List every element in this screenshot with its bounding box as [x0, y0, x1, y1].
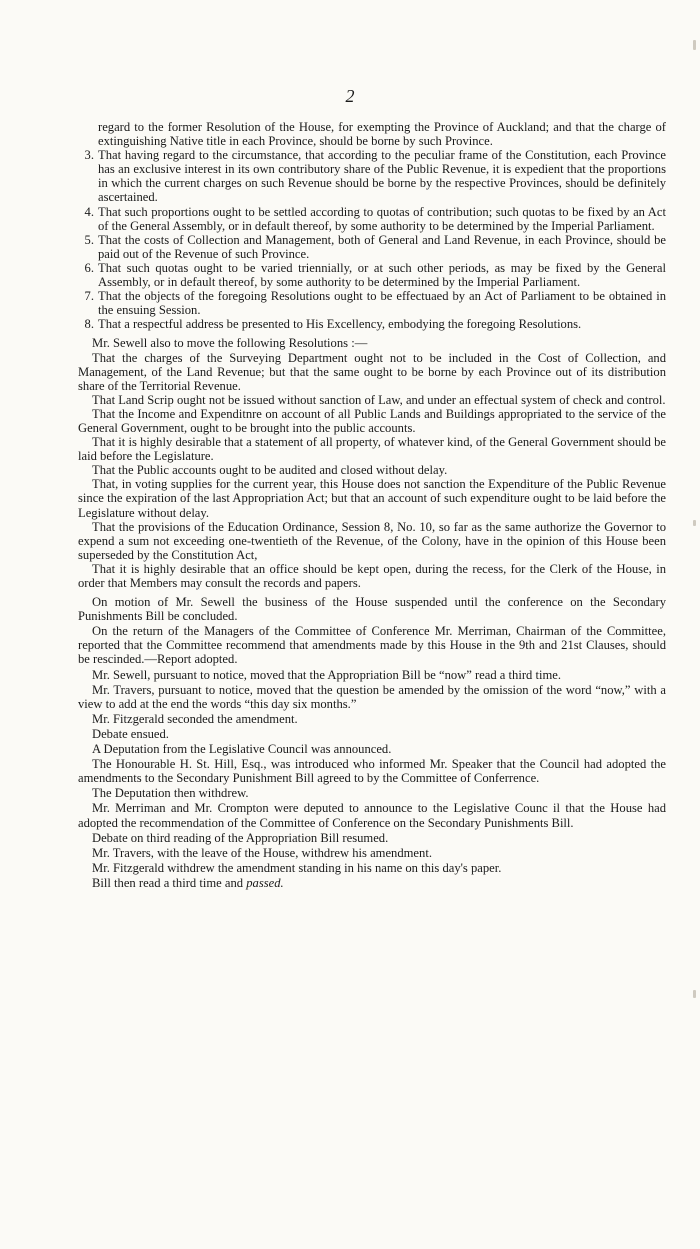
further-resolution: That the Income and Expenditnre on account of all Public Lands and Buildings appropriated to the service of the General Government, ought to be brought into the public accounts.: [78, 406, 666, 435]
resolution-item: [78, 261, 666, 289]
final-line-italic: passed.: [246, 875, 284, 890]
resolution-text: That such quotas ought to be varied triennially, or at such other periods, as may be fixed by the General Assembly, or in default thereof, by some authority to be determined by the Imperial Parliament.: [98, 260, 666, 290]
final-line: [78, 876, 666, 890]
proceeding-paragraph: Mr. Travers, with the leave of the House, withdrew his amendment.: [92, 845, 432, 860]
resolution-item: [78, 233, 666, 261]
proceeding-paragraph: On motion of Mr. Sewell the business of the House suspended until the conference on the Secondary Punishments Bill be concluded.: [78, 595, 666, 624]
proceeding-paragraph: Debate ensued.: [92, 726, 169, 741]
resolution-number: 7.: [84, 289, 94, 304]
document-body: [78, 120, 666, 890]
page-edge-mark: [693, 40, 696, 50]
proceeding-paragraph: The Deputation then withdrew.: [92, 786, 249, 801]
resolution-text: That having regard to the circumstance, that according to the peculiar frame of the Constitution, each Province has an exclusive interest in its own contributory share of the Public Revenue, it is expedient that the proportions in which the current charges on such Revenue should be borne by the respective Provinces, should be definitely ascertained.: [98, 148, 666, 205]
further-resolutions-heading: Mr. Sewell also to move the following Resolutions :—: [92, 336, 368, 351]
proceedings: [78, 595, 666, 875]
proceeding-paragraph: Mr. Sewell, pursuant to notice, moved that the Appropriation Bill be “now” read a third time.: [92, 667, 562, 682]
resolution-number: 4.: [84, 204, 94, 219]
further-resolution: That it is highly desirable that a statement of all property, of whatever kind, of the General Government should be laid before the Legislature.: [78, 435, 666, 464]
page-edge-mark: [693, 520, 696, 526]
proceeding-paragraph: The Honourable H. St. Hill, Esq., was introduced who informed Mr. Speaker that the Council had adopted the amendments to the Secondary Punishment Bill agreed to by the Committee of Conferrence.: [78, 757, 666, 786]
further-resolution: That Land Scrip ought not be issued without sanction of Law, and under an effectual system of check and control.: [92, 392, 666, 407]
final-line-text: Bill then read a third time and: [92, 875, 247, 890]
further-resolution: That, in voting supplies for the current year, this House does not sanction the Expenditure of the Public Revenue since the expiration of the last Appropriation Act; but that an account of such expenditure ought to be laid before the Legislature without delay.: [78, 477, 666, 520]
proceeding-paragraph: On the return of the Managers of the Committee of Conference Mr. Merriman, Chairman of the Committee, reported that the Committee recommend that amendments made by this House in the 9th and 21st Clauses, should be rescinded.—Report adopted.: [78, 624, 666, 667]
resolution-text: That such proportions ought to be settled according to quotas of contribution; such quotas to be fixed by an Act of the General Assembly, or in default thereof, by some authority to be determined by the Imperial Parliament.: [98, 204, 666, 233]
resolution-text: That the objects of the foregoing Resolutions ought to be effectuaed by an Act of Parliament to be obtained in the ensuing Session.: [98, 289, 666, 318]
resolution-number: 5.: [84, 232, 94, 247]
resolution-number: 8.: [84, 317, 94, 332]
further-resolution: That it is highly desirable that an office should be kept open, during the recess, for the Clerk of the House, in order that Members may consult the records and papers.: [78, 561, 666, 590]
resolution-item: [78, 205, 666, 233]
proceeding-paragraph: Mr. Fitzgerald withdrew the amendment standing in his name on this day's paper.: [92, 860, 502, 875]
further-resolution: That the charges of the Surveying Department ought not to be included in the Cost of Collection, and Management, of the Land Revenue; but that the same ought to be borne by each Province out of its distribution share of the Territorial Revenue.: [78, 350, 666, 393]
resolution-number: 6.: [84, 260, 94, 275]
further-resolution: That the provisions of the Education Ordinance, Session 8, No. 10, so far as the same authorize the Governor to expend a sum not exceeding one-twentieth of the Revenue, of the Colony, have in the opinion of this House been superseded by the Constitution Act,: [78, 519, 666, 562]
proceeding-paragraph: A Deputation from the Legislative Council was announced.: [92, 742, 392, 757]
further-resolutions: [78, 351, 666, 591]
page-number: 2: [345, 86, 355, 106]
proceeding-paragraph: Debate on third reading of the Appropriation Bill resumed.: [92, 830, 389, 845]
proceeding-paragraph: Mr. Merriman and Mr. Crompton were deputed to announce to the Legislative Counc il that the House had adopted the recommendation of the Committee of Conference on the Secondary Punishments Bill.: [78, 801, 666, 830]
resolution-number: 3.: [84, 148, 94, 163]
proceeding-paragraph: Mr. Travers, pursuant to notice, moved that the question be amended by the omission of the word “now,” with a view to add at the end the words “this day six months.”: [78, 682, 666, 711]
resolution-text: That the costs of Collection and Management, both of General and Land Revenue, in each Province, should be paid out of the Revenue of such Province.: [98, 232, 666, 261]
further-resolution: That the Public accounts ought to be audited and closed without delay.: [92, 463, 448, 478]
proceeding-paragraph: Mr. Fitzgerald seconded the amendment.: [92, 711, 298, 726]
numbered-resolutions: [78, 148, 666, 331]
resolution-item: [78, 317, 666, 331]
resolution-item: [78, 289, 666, 317]
resolution-continuation: regard to the former Resolution of the House, for exempting the Province of Auckland; and that the charge of extinguishing Native title in each Province, should be borne by such Province.: [98, 120, 666, 149]
page-edge-mark: [693, 990, 696, 998]
resolution-text: That a respectful address be presented to His Excellency, embodying the foregoing Resolutions.: [98, 317, 582, 332]
resolution-item: [78, 148, 666, 204]
